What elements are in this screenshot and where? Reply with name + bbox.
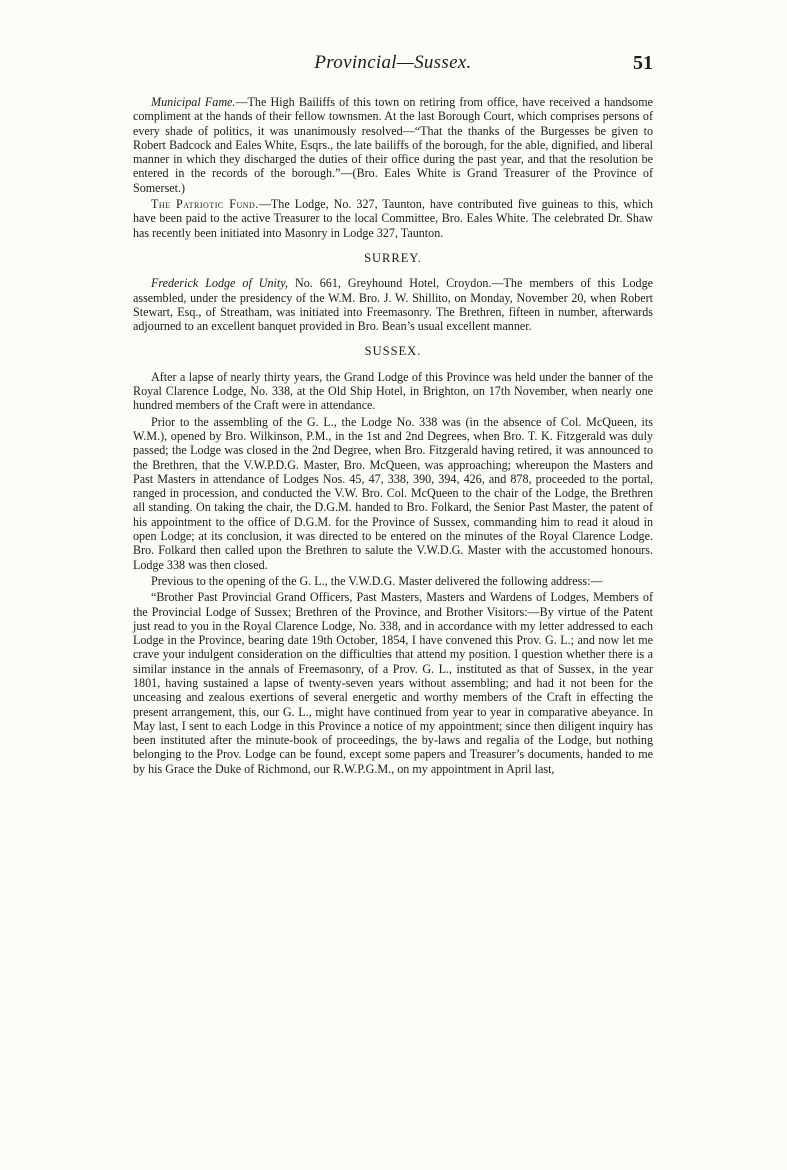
page-header <box>133 52 653 78</box>
article-body <box>133 95 653 778</box>
paragraph-sussex-2: Prior to the assembling of the G. L., the Lodge No. 338 was (in the absence of Col. McQueen, its W.M.), opened by Bro. Wilkinson, P.M., in the 1st and 2nd Degrees, when Bro. T. K. Fitzgerald was duly passed; the Lodge was closed in the 2nd Degree, when Bro. Fitzgerald having retired, it was announced to the Brethren, that the V.W.P.D.G. Master, Bro. McQueen, was approaching; whereupon the Masters and Past Masters in attendance of Lodges Nos. 45, 47, 338, 390, 394, 426, and 878, proceeded to the portal, ranged in procession, and conducted the V.W. Bro. Col. McQueen to the chair of the Lodge, the Brethren all standing. On taking the chair, the D.G.M. handed to Bro. Folkard, the Senior Past Master, the patent of his appointment to the office of D.G.M. for the Province of Sussex, commanding him to read it aloud in open Lodge; at its conclusion, it was directed to be entered on the minutes of the Royal Clarence Lodge. Bro. Folkard then called upon the Brethren to salute the V.W.D.G. Master with the accustomed honours. Lodge 338 was then closed. <box>133 414 653 572</box>
paragraph-municipal-fame <box>133 95 653 195</box>
lead-municipal-fame: Municipal Fame. <box>151 95 236 109</box>
heading-surrey: SURREY. <box>364 250 422 265</box>
page-number: 51 <box>633 52 653 74</box>
lead-patriotic-fund: The Patriotic Fund. <box>151 197 259 212</box>
lead-frederick-lodge: Frederick Lodge of Unity, <box>151 276 288 291</box>
paragraph-sussex-address: “Brother Past Provincial Grand Officers, Past Masters, Masters and Wardens of Lodges, Members of the Provincial Lodge of Sussex; Brethren of the Province, and Brother Visitors:—By virtue of the Patent just read to you in the Royal Clarence Lodge, No. 338, and in accordance with my letter addressed to each Lodge in the Province, bearing date 19th October, 1854, I have convened this Prov. G. L.; and now let me crave your indulgent consideration on the difficulties that attend my position. I question whether there is a similar instance in the annals of Freemasonry, of a Prov. G. L., instituted as that of Sussex, in the year 1801, having sustained a lapse of twenty-seven years without assembling; and had it not been for the unceasing and zealous exertions of several energetic and worthy members of the Craft in effecting the present arrangement, this, our G. L., might have continued from year to year in comparative abeyance. In May last, I sent to each Lodge in this Province a notice of my appointment; since then diligent inquiry has been instituted after the minute-book of proceedings, the by-laws and regalia of the Lodge, but nothing belonging to the Prov. Lodge can be found, except some papers and Treasurer’s documents, handed to me by his Grace the Duke of Richmond, our R.W.P.G.M., on my appointment in April last, <box>133 590 653 776</box>
body-patriotic-fund: —The Lodge, No. 327, Taunton, have contributed five guineas to this, which have been paid to the active Treasurer to the local Committee, Bro. Eales White. The celebrated Dr. Shaw has recently been initiated into Masonry in Lodge 327, Taunton. <box>133 197 653 240</box>
paragraph-patriotic-fund <box>133 197 653 240</box>
paragraph-frederick-lodge <box>133 276 653 333</box>
heading-sussex: SUSSEX. <box>364 344 422 359</box>
paragraph-sussex-1: After a lapse of nearly thirty years, the Grand Lodge of this Province was held under the banner of the Royal Clarence Lodge, No. 338, at the Old Ship Hotel, in Brighton, on 17th November, when nearly one hundred members of the Craft were in attendance. <box>133 369 653 413</box>
running-title: Provincial—Sussex. <box>314 52 472 73</box>
paragraph-sussex-3: Previous to the opening of the G. L., the V.W.D.G. Master delivered the following address:— <box>151 573 603 588</box>
body-municipal-fame: —The High Bailiffs of this town on retiring from office, have received a handsome compliment at the hands of their fellow townsmen. At the last Borough Court, which comprises persons of every shade of politics, it was unanimously resolved—“That the thanks of the Burgesses be given to Robert Badcock and Eales White, Esqrs., the late bailiffs of the borough, for the able, dignified, and liberal manner in which they discharged the duties of their office during the past year, and that the resolution be entered in the records of the borough.”—(Bro. Eales White is Grand Treasurer of the Province of Somerset.) <box>133 95 653 195</box>
body-frederick-lodge: No. 661, Greyhound Hotel, Croydon.—The members of this Lodge assembled, under the presidency of the W.M. Bro. J. W. Shillito, on Monday, November 20, when Robert Stewart, Esq., of Streatham, was initiated into Freemasonry. The Brethren, fifteen in number, afterwards adjourned to an excellent banquet provided in Bro. Bean’s usual excellent manner. <box>133 276 653 334</box>
